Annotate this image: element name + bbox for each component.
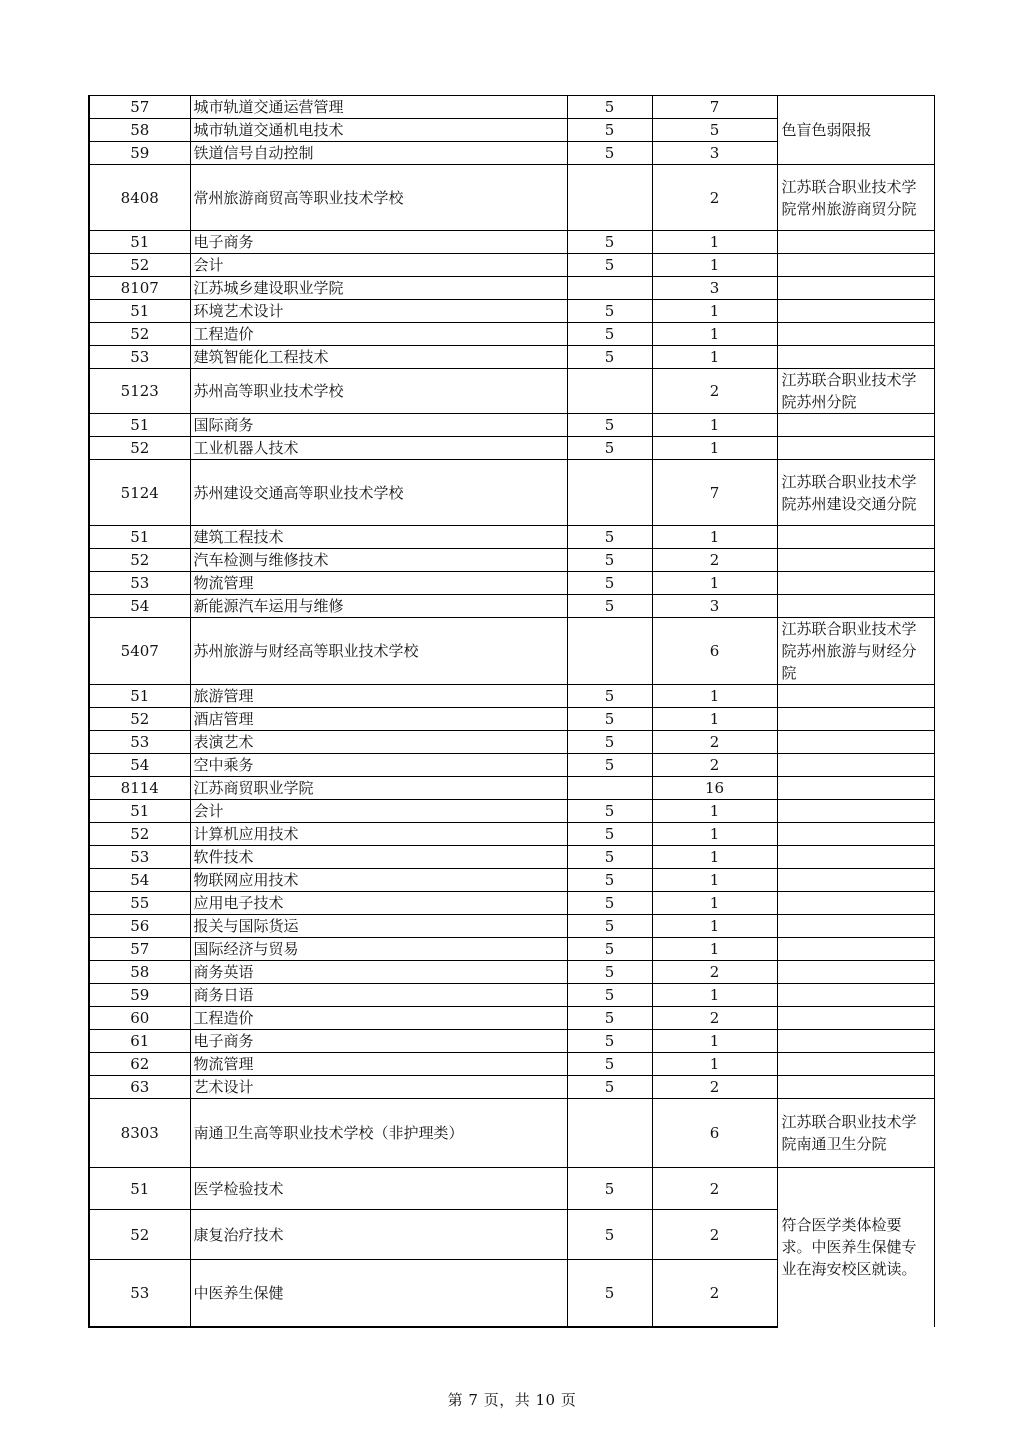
name-cell: 商务英语 [190,961,567,984]
quota-cell: 1 [652,526,777,549]
page-number-footer: 第 7 页，共 10 页 [447,1391,577,1409]
code-cell: 58 [89,119,190,142]
years-cell: 5 [567,119,652,142]
years-cell: 5 [567,731,652,754]
code-cell: 57 [89,938,190,961]
remark-cell: 色盲色弱限报 [777,96,934,165]
code-cell: 52 [89,708,190,731]
years-cell [567,165,652,231]
years-cell: 5 [567,846,652,869]
code-cell: 51 [89,1168,190,1210]
quota-cell: 2 [652,961,777,984]
name-cell: 软件技术 [190,846,567,869]
years-cell: 5 [567,1168,652,1210]
code-cell: 53 [89,1260,190,1327]
remark-cell [777,685,934,708]
name-cell: 电子商务 [190,231,567,254]
remark-cell [777,437,934,460]
quota-cell: 1 [652,346,777,369]
table-row [89,731,934,754]
quota-cell: 1 [652,231,777,254]
table-row [89,823,934,846]
code-cell: 52 [89,549,190,572]
table-row [89,618,934,685]
years-cell: 5 [567,869,652,892]
quota-cell: 3 [652,595,777,618]
quota-cell: 1 [652,254,777,277]
years-cell: 5 [567,572,652,595]
code-cell: 51 [89,685,190,708]
quota-cell: 5 [652,119,777,142]
remark-cell [777,231,934,254]
table-row [89,915,934,938]
quota-cell: 1 [652,414,777,437]
table-row [89,1030,934,1053]
name-cell: 应用电子技术 [190,892,567,915]
table-row [89,369,934,414]
quota-cell: 2 [652,1076,777,1099]
code-cell: 61 [89,1030,190,1053]
quota-cell: 2 [652,1168,777,1210]
quota-cell: 2 [652,165,777,231]
name-cell: 物联网应用技术 [190,869,567,892]
code-cell: 55 [89,892,190,915]
remark-cell [777,961,934,984]
years-cell [567,618,652,685]
quota-cell: 1 [652,892,777,915]
years-cell: 5 [567,1053,652,1076]
quota-cell: 7 [652,460,777,526]
table-body [89,96,934,1327]
code-cell: 60 [89,1007,190,1030]
name-cell: 康复治疗技术 [190,1210,567,1260]
name-cell: 表演艺术 [190,731,567,754]
quota-cell: 2 [652,369,777,414]
years-cell: 5 [567,915,652,938]
code-cell: 8114 [89,777,190,800]
remark-cell [777,1053,934,1076]
name-cell: 物流管理 [190,1053,567,1076]
years-cell: 5 [567,323,652,346]
name-cell: 苏州旅游与财经高等职业技术学校 [190,618,567,685]
years-cell [567,777,652,800]
table-row [89,323,934,346]
years-cell: 5 [567,1007,652,1030]
remark-cell [777,846,934,869]
code-cell: 8107 [89,277,190,300]
years-cell: 5 [567,231,652,254]
quota-cell: 1 [652,846,777,869]
remark-cell [777,323,934,346]
remark-cell [777,414,934,437]
code-cell: 54 [89,595,190,618]
quota-cell: 1 [652,869,777,892]
quota-cell: 1 [652,437,777,460]
table-row [89,777,934,800]
years-cell: 5 [567,892,652,915]
years-cell: 5 [567,526,652,549]
name-cell: 会计 [190,800,567,823]
name-cell: 新能源汽车运用与维修 [190,595,567,618]
table-row [89,300,934,323]
table-row [89,685,934,708]
name-cell: 江苏城乡建设职业学院 [190,277,567,300]
table-row [89,1099,934,1168]
name-cell: 酒店管理 [190,708,567,731]
quota-cell: 6 [652,618,777,685]
remark-cell: 江苏联合职业技术学院苏州建设交通分院 [777,460,934,526]
remark-cell [777,731,934,754]
quota-cell: 3 [652,277,777,300]
name-cell: 城市轨道交通运营管理 [190,96,567,119]
remark-cell [777,277,934,300]
years-cell: 5 [567,961,652,984]
quota-cell: 1 [652,823,777,846]
remark-cell [777,1076,934,1099]
years-cell: 5 [567,142,652,165]
name-cell: 空中乘务 [190,754,567,777]
years-cell: 5 [567,1076,652,1099]
name-cell: 城市轨道交通机电技术 [190,119,567,142]
name-cell: 旅游管理 [190,685,567,708]
remark-cell [777,938,934,961]
name-cell: 苏州建设交通高等职业技术学校 [190,460,567,526]
name-cell: 国际经济与贸易 [190,938,567,961]
years-cell: 5 [567,595,652,618]
code-cell: 59 [89,142,190,165]
table-row [89,595,934,618]
table-row [89,231,934,254]
table-row [89,460,934,526]
remark-cell [777,892,934,915]
table-row [89,346,934,369]
name-cell: 报关与国际货运 [190,915,567,938]
years-cell [567,1099,652,1168]
table-row [89,1007,934,1030]
name-cell: 常州旅游商贸高等职业技术学校 [190,165,567,231]
name-cell: 物流管理 [190,572,567,595]
remark-cell [777,984,934,1007]
quota-cell: 1 [652,300,777,323]
years-cell: 5 [567,346,652,369]
table-row [89,549,934,572]
quota-cell: 2 [652,731,777,754]
quota-cell: 16 [652,777,777,800]
name-cell: 江苏商贸职业学院 [190,777,567,800]
quota-cell: 7 [652,96,777,119]
table-row [89,572,934,595]
quota-cell: 1 [652,938,777,961]
remark-cell: 江苏联合职业技术学院南通卫生分院 [777,1099,934,1168]
table-row [89,846,934,869]
code-cell: 51 [89,300,190,323]
quota-cell: 6 [652,1099,777,1168]
name-cell: 商务日语 [190,984,567,1007]
code-cell: 52 [89,323,190,346]
remark-cell [777,346,934,369]
code-cell: 51 [89,526,190,549]
remark-cell [777,708,934,731]
code-cell: 58 [89,961,190,984]
remark-cell [777,572,934,595]
name-cell: 环境艺术设计 [190,300,567,323]
years-cell: 5 [567,938,652,961]
enrollment-table [88,95,935,1328]
name-cell: 建筑智能化工程技术 [190,346,567,369]
code-cell: 52 [89,1210,190,1260]
table-row [89,165,934,231]
code-cell: 54 [89,869,190,892]
years-cell: 5 [567,1210,652,1260]
code-cell: 54 [89,754,190,777]
code-cell: 51 [89,800,190,823]
remark-cell [777,823,934,846]
name-cell: 工业机器人技术 [190,437,567,460]
remark-cell [777,915,934,938]
table-row [89,754,934,777]
remark-cell: 江苏联合职业技术学院常州旅游商贸分院 [777,165,934,231]
years-cell [567,460,652,526]
code-cell: 57 [89,96,190,119]
years-cell: 5 [567,1260,652,1327]
remark-cell [777,300,934,323]
remark-cell [777,526,934,549]
quota-cell: 1 [652,1030,777,1053]
name-cell: 医学检验技术 [190,1168,567,1210]
remark-cell [777,800,934,823]
code-cell: 56 [89,915,190,938]
code-cell: 52 [89,823,190,846]
name-cell: 建筑工程技术 [190,526,567,549]
table-row [89,254,934,277]
years-cell [567,369,652,414]
name-cell: 铁道信号自动控制 [190,142,567,165]
name-cell: 中医养生保健 [190,1260,567,1327]
code-cell: 53 [89,572,190,595]
years-cell: 5 [567,708,652,731]
quota-cell: 2 [652,754,777,777]
table-row [89,961,934,984]
remark-cell [777,549,934,572]
remark-cell: 江苏联合职业技术学院苏州分院 [777,369,934,414]
code-cell: 5124 [89,460,190,526]
table-row [89,414,934,437]
code-cell: 5123 [89,369,190,414]
name-cell: 苏州高等职业技术学校 [190,369,567,414]
remark-cell [777,777,934,800]
quota-cell: 1 [652,984,777,1007]
quota-cell: 2 [652,1007,777,1030]
code-cell: 53 [89,346,190,369]
years-cell: 5 [567,823,652,846]
remark-cell: 江苏联合职业技术学院苏州旅游与财经分院 [777,618,934,685]
code-cell: 52 [89,437,190,460]
code-cell: 51 [89,414,190,437]
table-row [89,869,934,892]
table-row [89,892,934,915]
code-cell: 8303 [89,1099,190,1168]
table-row [89,277,934,300]
years-cell: 5 [567,549,652,572]
years-cell: 5 [567,254,652,277]
quota-cell: 1 [652,708,777,731]
name-cell: 汽车检测与维修技术 [190,549,567,572]
years-cell: 5 [567,437,652,460]
table-row [89,526,934,549]
name-cell: 电子商务 [190,1030,567,1053]
remark-cell [777,1030,934,1053]
table-row [89,938,934,961]
code-cell: 51 [89,231,190,254]
years-cell: 5 [567,414,652,437]
name-cell: 计算机应用技术 [190,823,567,846]
name-cell: 艺术设计 [190,1076,567,1099]
remark-cell: 符合医学类体检要求。中医养生保健专业在海安校区就读。 [777,1168,934,1327]
name-cell: 工程造价 [190,1007,567,1030]
name-cell: 工程造价 [190,323,567,346]
quota-cell: 2 [652,1260,777,1327]
name-cell: 会计 [190,254,567,277]
remark-cell [777,1007,934,1030]
table-row [89,96,934,119]
table-row [89,437,934,460]
quota-cell: 2 [652,549,777,572]
table-row [89,708,934,731]
code-cell: 52 [89,254,190,277]
name-cell: 国际商务 [190,414,567,437]
years-cell: 5 [567,685,652,708]
code-cell: 62 [89,1053,190,1076]
quota-cell: 3 [652,142,777,165]
code-cell: 8408 [89,165,190,231]
table-row [89,1053,934,1076]
quota-cell: 1 [652,685,777,708]
remark-cell [777,595,934,618]
name-cell: 南通卫生高等职业技术学校（非护理类） [190,1099,567,1168]
table-row [89,1168,934,1210]
years-cell: 5 [567,984,652,1007]
remark-cell [777,254,934,277]
quota-cell: 1 [652,323,777,346]
table-row [89,984,934,1007]
code-cell: 63 [89,1076,190,1099]
code-cell: 53 [89,846,190,869]
code-cell: 59 [89,984,190,1007]
code-cell: 5407 [89,618,190,685]
table-row [89,800,934,823]
remark-cell [777,754,934,777]
years-cell: 5 [567,754,652,777]
quota-cell: 2 [652,1210,777,1260]
code-cell: 53 [89,731,190,754]
quota-cell: 1 [652,1053,777,1076]
years-cell: 5 [567,96,652,119]
quota-cell: 1 [652,572,777,595]
years-cell: 5 [567,300,652,323]
years-cell: 5 [567,1030,652,1053]
years-cell: 5 [567,800,652,823]
years-cell [567,277,652,300]
table-row [89,1076,934,1099]
quota-cell: 1 [652,800,777,823]
remark-cell [777,869,934,892]
quota-cell: 1 [652,915,777,938]
